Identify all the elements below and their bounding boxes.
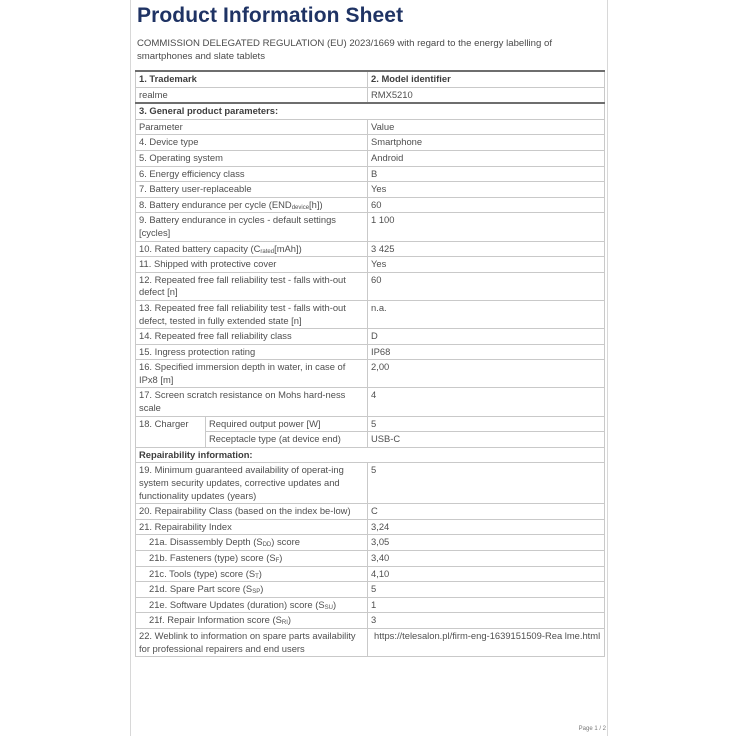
parameter-label [136,241,368,257]
table-row [136,135,605,151]
charger-power-label: Required output power [W] [206,416,368,432]
parameter-value: Android [368,150,605,166]
score-label-end: ) [287,614,291,626]
score-label-text: 21f. Repair Information score (S [149,614,282,626]
weblink-url[interactable]: https://telesalon.pl/firm-eng-1639151509-Rea lme.html [368,628,605,656]
label-text-end: [h]) [309,198,323,210]
parameter-label: 16. Specified immersion depth in water, in case of IPx8 [m] [136,360,368,388]
model-label: 2. Model identifier [368,71,605,87]
parameter-label: 11. Shipped with protective cover [136,257,368,273]
score-subscript: RI [281,620,288,627]
parameter-value: 60 [368,272,605,300]
charger-receptacle-value: USB-C [368,432,605,448]
col-parameter: Parameter [136,119,368,135]
score-label-text: 21d. Spare Part score (S [149,583,253,595]
table-row [136,360,605,388]
score-row [136,597,605,613]
score-subscript: F [275,558,280,564]
parameter-label: 19. Minimum guaranteed availability of operat-ing system security updates, corrective updates and functionality updates (years) [136,463,368,504]
table-row [136,272,605,300]
score-value: 4,10 [368,566,605,582]
table-row [136,504,605,520]
parameter-label: 17. Screen scratch resistance on Mohs hard-ness scale [136,388,368,416]
parameter-label: 12. Repeated free fall reliability test - falls with-out defect [n] [136,272,368,300]
parameter-value: Yes [368,182,605,198]
charger-power-value: 5 [368,416,605,432]
parameter-label: 6. Energy efficiency class [136,166,368,182]
score-row [136,535,605,551]
score-subscript: SP [252,589,261,596]
score-row [136,551,605,567]
score-subscript: DD [262,542,272,549]
parameter-label: 4. Device type [136,135,368,151]
table-row [136,388,605,416]
repairability-heading-row [136,447,605,463]
score-label [136,582,368,598]
score-label-text: 21c. Tools (type) score (S [149,567,256,579]
score-subscript: T [255,573,259,580]
score-label-text: 21e. Software Updates (duration) score (S [149,598,325,610]
table-row [136,241,605,257]
parameter-label: 14. Repeated free fall reliability class [136,329,368,345]
table-row [136,197,605,213]
label-subscript: device [291,204,310,211]
score-row [136,566,605,582]
parameter-value: 3 425 [368,241,605,257]
table-row [136,344,605,360]
score-label-end: ) [260,583,264,595]
score-value: 3 [368,613,605,629]
repairability-heading: Repairability information: [136,447,605,463]
table-row [136,150,605,166]
label-text: 8. Battery endurance per cycle (END [139,198,292,210]
score-label [136,566,368,582]
parameter-label [136,197,368,213]
score-label-end: ) [258,567,262,579]
table-row [136,300,605,328]
score-value: 3,05 [368,535,605,551]
table-row [136,463,605,504]
column-header-row [136,119,605,135]
general-heading: 3. General product parameters: [136,103,605,119]
trademark-label: 1. Trademark [136,71,368,87]
table-row [136,213,605,241]
page-number: Page 1 / 2 [578,726,606,732]
score-label [136,613,368,629]
label-text: 10. Rated battery capacity (C [139,242,261,254]
product-info-table [135,70,605,657]
parameter-label: 5. Operating system [136,150,368,166]
score-rows [136,535,605,629]
parameter-value: D [368,329,605,345]
score-label-end: ) [332,598,337,610]
parameter-value: n.a. [368,300,605,328]
charger-receptacle-row [136,432,605,448]
parameter-value: IP68 [368,344,605,360]
parameter-label: 9. Battery endurance in cycles - default settings [cycles] [136,213,368,241]
score-label [136,535,368,551]
table-row [136,257,605,273]
charger-label: 18. Charger [136,416,206,447]
general-heading-row [136,103,605,119]
charger-power-row [136,416,605,432]
parameter-value: 2,00 [368,360,605,388]
parameter-value: Yes [368,257,605,273]
trademark-value: realme [136,87,368,103]
score-label [136,597,368,613]
label-text-end: [mAh]) [274,242,302,254]
parameter-label: 15. Ingress protection rating [136,344,368,360]
score-subscript: SU [324,604,333,611]
score-label-end: ) score [271,536,300,548]
col-value: Value [368,119,605,135]
charger-receptacle-label: Receptacle type (at device end) [206,432,368,448]
score-value: 1 [368,597,605,613]
table-row [136,329,605,345]
parameter-value: 1 100 [368,213,605,241]
weblink-label: 22. Weblink to information on spare parts availability for professional repairers and end users [136,628,368,656]
parameter-value: 5 [368,463,605,504]
header-value-row [136,87,605,103]
parameter-value: B [368,166,605,182]
page-title: Product Information Sheet [137,4,404,27]
parameter-value: 4 [368,388,605,416]
score-value: 5 [368,582,605,598]
score-label-text: 21a. Disassembly Depth (S [149,536,263,548]
parameter-label: 7. Battery user-replaceable [136,182,368,198]
header-label-row [136,71,605,87]
weblink-row [136,628,605,656]
repairability-rows [136,463,605,535]
parameter-value: 60 [368,197,605,213]
parameter-label: 21. Repairability Index [136,519,368,535]
score-label-text: 21b. Fasteners (type) score (S [149,552,276,563]
parameter-label: 20. Repairability Class (based on the index be-low) [136,504,368,520]
score-label [136,551,368,567]
parameter-value: 3,24 [368,519,605,535]
score-row [136,582,605,598]
parameter-value: Smartphone [368,135,605,151]
regulation-text: COMMISSION DELEGATED REGULATION (EU) 2023/1669 with regard to the energy labelling of smartphones and slate tablets [137,38,553,62]
parameter-label: 13. Repeated free fall reliability test - falls with-out defect, tested in fully extended state [n] [136,300,368,328]
table-row [136,166,605,182]
label-subscript: rated [260,248,275,255]
table-row [136,182,605,198]
general-rows [136,135,605,416]
score-label-end: ) [279,552,283,563]
table-row [136,519,605,535]
score-value: 3,40 [368,551,605,567]
parameter-value: C [368,504,605,520]
model-value: RMX5210 [368,87,605,103]
score-row [136,613,605,629]
